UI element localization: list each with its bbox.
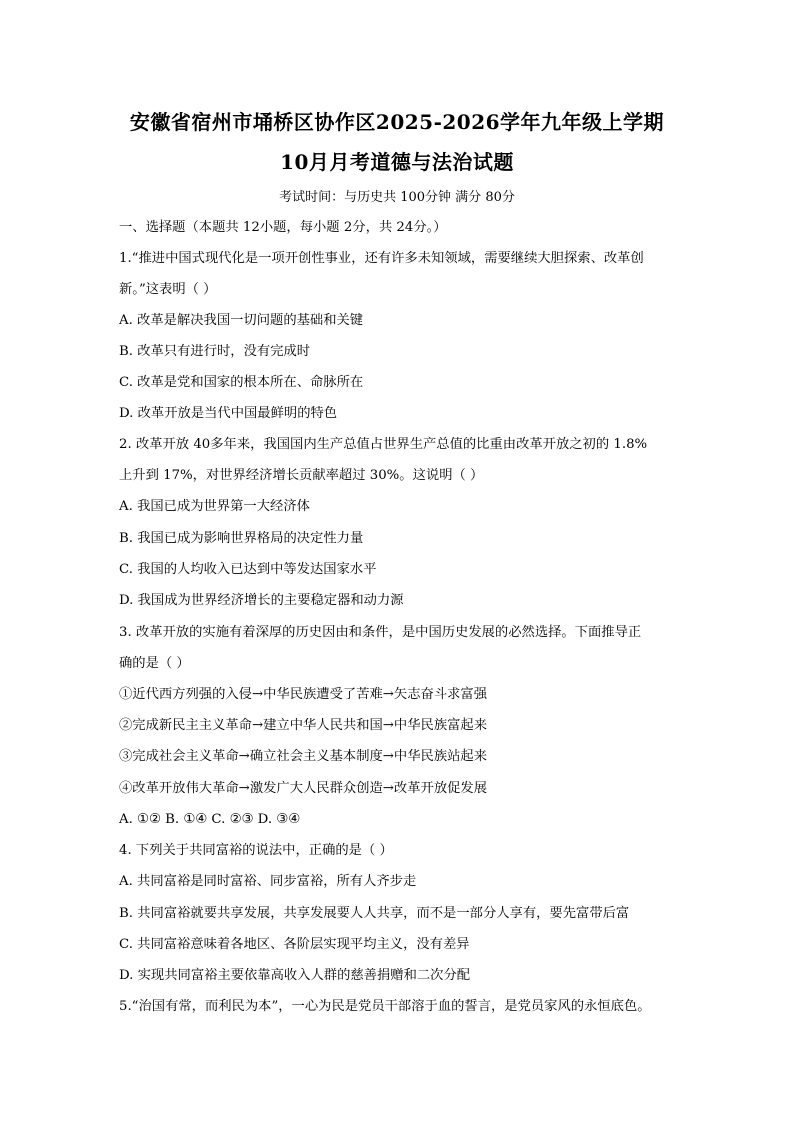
q2-option-c: C. 我国的人均收入已达到中等发达国家水平 (119, 562, 377, 577)
q4-option-a: A. 共同富裕是同时富裕、同步富裕，所有人齐步走 (119, 874, 417, 889)
q3-statement-3: ③完成社会主义革命→确立社会主义基本制度→中华民族站起来 (119, 749, 488, 764)
q2-option-d: D. 我国成为世界经济增长的主要稳定器和动力源 (119, 593, 404, 608)
paper-title-line-1: 安徽省宿州市埇桥区协作区2025-2026学年九年级上学期 (129, 110, 665, 134)
q2-option-b: B. 我国已成为影响世界格局的决定性力量 (119, 531, 364, 546)
q1-option-c: C. 改革是党和国家的根本所在、命脉所在 (119, 375, 364, 390)
q1-option-b: B. 改革只有进行时，没有完成时 (119, 344, 311, 359)
q1-option-d: D. 改革开放是当代中国最鲜明的特色 (119, 406, 338, 421)
exam-info: 考试时间：与历史共 100分钟 满分 80分 (279, 190, 515, 205)
q2-stem-line-1: 2. 改革开放 40多年来，我国国内生产总值占世界生产总值的比重由改革开放之初的 1.8% (119, 437, 648, 452)
q1-stem-line-1: 1.“推进中国式现代化是一项开创性事业，还有许多未知领域，需要继续大胆探索、改革创 (119, 251, 644, 266)
paper-title-line-2: 10月月考道德与法治试题 (280, 150, 514, 174)
q4-option-b: B. 共同富裕就要共享发展，共享发展要人人共享，而不是一部分人享有，要先富带后富 (119, 906, 630, 921)
q3-statement-1: ①近代西方列强的入侵→中华民族遭受了苦难→矢志奋斗求富强 (119, 687, 488, 702)
section-heading: 一、选择题（本题共 12小题，每小题 2分，共 24分。） (119, 220, 447, 235)
q3-statement-4: ④改革开放伟大革命→激发广大人民群众创造→改革开放促发展 (119, 781, 488, 796)
q3-statement-2: ②完成新民主主义革命→建立中华人民共和国→中华民族富起来 (119, 718, 488, 733)
q1-option-a: A. 改革是解决我国一切问题的基础和关键 (119, 313, 364, 328)
q3-stem-line-1: 3. 改革开放的实施有着深厚的历史因由和条件，是中国历史发展的必然选择。下面推导正 (119, 625, 642, 640)
q4-stem-line-1: 4. 下列关于共同富裕的说法中，正确的是（ ） (119, 843, 393, 858)
q4-option-d: D. 实现共同富裕主要依靠高收入人群的慈善捐赠和二次分配 (119, 968, 471, 983)
q3-options: A. ①② B. ①④ C. ②③ D. ③④ (119, 812, 301, 827)
q4-option-c: C. 共同富裕意味着各地区、各阶层实现平均主义，没有差异 (119, 937, 470, 952)
q1-stem-line-2: 新。”这表明（ ） (119, 282, 217, 297)
q5-stem-line-1: 5.“治国有常，而利民为本”，一心为民是党员干部溶于血的誓言，是党员家风的永恒底色。 (119, 999, 651, 1014)
q3-stem-line-2: 确的是（ ） (119, 656, 190, 671)
q2-stem-line-2: 上升到 17%，对世界经济增长贡献率超过 30%。这说明（ ） (119, 468, 484, 483)
q2-option-a: A. 我国已成为世界第一大经济体 (119, 499, 310, 514)
